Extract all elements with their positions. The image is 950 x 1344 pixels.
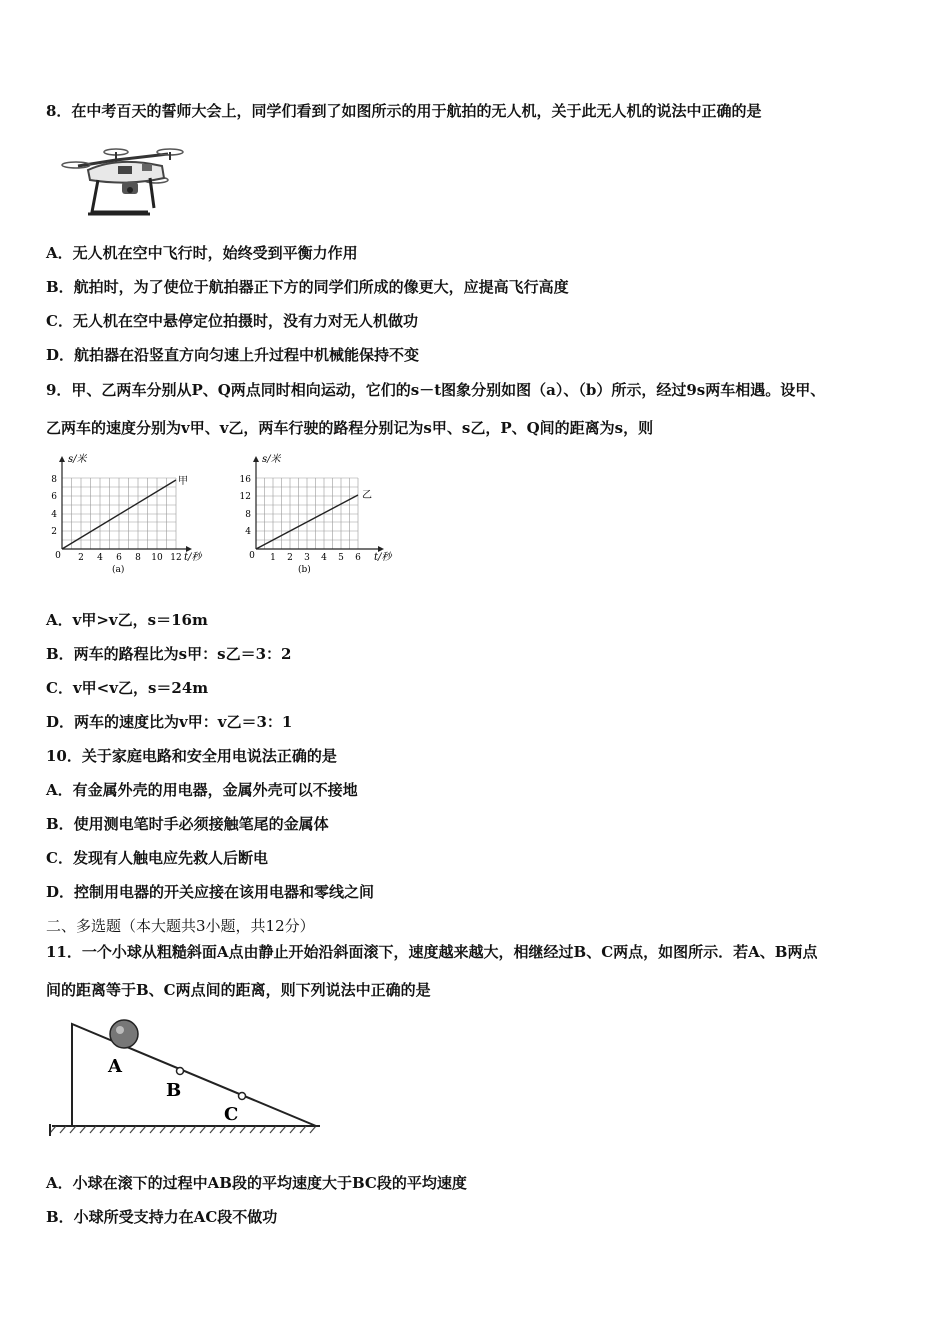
point-c bbox=[239, 1093, 246, 1100]
graph-a-xtick: 6 bbox=[116, 553, 122, 563]
graph-b-xtick: 6 bbox=[355, 553, 361, 563]
graph-b-xtick: 5 bbox=[338, 553, 344, 563]
graph-a-ytick: 2 bbox=[51, 527, 57, 537]
q11-option-b: B．小球所受支持力在AC段不做功 bbox=[46, 1208, 278, 1226]
q9-option-b: B．两车的路程比为s甲：s乙＝3：2 bbox=[46, 645, 292, 663]
graph-b-origin: 0 bbox=[249, 551, 255, 561]
q11-stem-line1: 11．一个小球从粗糙斜面A点由静止开始沿斜面滚下，速度越来越大，相继经过B、C两点，如图所示．若A、B两点 bbox=[46, 943, 818, 961]
graph-b-caption: (b) bbox=[298, 565, 311, 575]
graph-a-xtick: 12 bbox=[170, 553, 182, 563]
graph-b-xtick: 2 bbox=[287, 553, 293, 563]
q10-option-a: A．有金属外壳的用电器，金属外壳可以不接地 bbox=[46, 781, 358, 799]
graph-b-ylabel: s/米 bbox=[262, 454, 281, 465]
point-b bbox=[177, 1068, 184, 1075]
graph-a-ytick: 8 bbox=[51, 475, 57, 485]
graph-b-ytick: 12 bbox=[239, 492, 251, 502]
q9-stem-line2: 乙两车的速度分别为v甲、v乙，两车行驶的路程分别记为s甲、s乙，P、Q间的距离为s，则 bbox=[46, 419, 654, 437]
q11-option-a: A．小球在滚下的过程中AB段的平均速度大于BC段的平均速度 bbox=[46, 1174, 467, 1192]
q8-option-c: C．无人机在空中悬停定位拍摄时，没有力对无人机做功 bbox=[46, 312, 418, 330]
graph-a bbox=[44, 450, 219, 576]
graph-a-caption: (a) bbox=[112, 565, 125, 575]
graph-b-ytick: 4 bbox=[245, 527, 251, 537]
graph-a-xtick: 10 bbox=[151, 553, 163, 563]
label-a: A bbox=[108, 1056, 122, 1077]
q8-option-a: A．无人机在空中飞行时，始终受到平衡力作用 bbox=[46, 244, 358, 262]
q9-stem-line1: 9．甲、乙两车分别从P、Q两点同时相向运动，它们的s－t图象分别如图（a）、（b）所示，经过9s两车相遇。设甲、 bbox=[46, 381, 826, 399]
label-b: B bbox=[166, 1080, 182, 1101]
q8-option-b: B．航拍时，为了使位于航拍器正下方的同学们所成的像更大，应提高飞行高度 bbox=[46, 278, 569, 296]
graph-a-ylabel: s/米 bbox=[68, 454, 87, 465]
q10-option-b: B．使用测电笔时手必须接触笔尾的金属体 bbox=[46, 815, 329, 833]
graph-a-xtick: 8 bbox=[135, 553, 141, 563]
ball bbox=[110, 1020, 138, 1048]
q10-option-d: D．控制用电器的开关应接在该用电器和零线之间 bbox=[46, 883, 375, 901]
q10-stem: 10．关于家庭电路和安全用电说法正确的是 bbox=[46, 747, 337, 765]
q8-stem: 8．在中考百天的誓师大会上，同学们看到了如图所示的用于航拍的无人机，关于此无人机的说法中正确的是 bbox=[46, 102, 762, 120]
incline-diagram bbox=[44, 1012, 324, 1142]
graph-b-xtick: 3 bbox=[304, 553, 310, 563]
drone-image bbox=[58, 142, 186, 220]
q11-stem-line2: 间的距离等于B、C两点间的距离，则下列说法中正确的是 bbox=[46, 981, 431, 999]
graph-a-ytick: 4 bbox=[51, 510, 57, 520]
q9-option-a: A．v甲>v乙，s＝16m bbox=[46, 611, 208, 629]
graph-b bbox=[238, 450, 413, 576]
graph-a-xtick: 4 bbox=[97, 553, 103, 563]
graph-a-ytick: 6 bbox=[51, 492, 57, 502]
graph-b-line-label: 乙 bbox=[362, 490, 372, 501]
graph-a-xtick: 2 bbox=[78, 553, 84, 563]
graph-a-line-label: 甲 bbox=[178, 476, 188, 487]
graph-a-xlabel: t/秒 bbox=[184, 552, 202, 563]
graph-b-ytick: 16 bbox=[239, 475, 251, 485]
graph-b-ytick: 8 bbox=[245, 510, 251, 520]
graph-b-xtick: 4 bbox=[321, 553, 327, 563]
q9-option-c: C．v甲<v乙，s＝24m bbox=[46, 679, 209, 697]
graph-a-origin: 0 bbox=[55, 551, 61, 561]
graph-b-xtick: 1 bbox=[270, 553, 276, 563]
q8-option-d: D．航拍器在沿竖直方向匀速上升过程中机械能保持不变 bbox=[46, 346, 420, 364]
q9-option-d: D．两车的速度比为v甲：v乙＝3：1 bbox=[46, 713, 293, 731]
graph-b-xlabel: t/秒 bbox=[374, 552, 392, 563]
label-c: C bbox=[224, 1104, 239, 1125]
q10-option-c: C．发现有人触电应先救人后断电 bbox=[46, 849, 268, 867]
section-heading: 二、多选题（本大题共3小题，共12分） bbox=[46, 917, 315, 935]
